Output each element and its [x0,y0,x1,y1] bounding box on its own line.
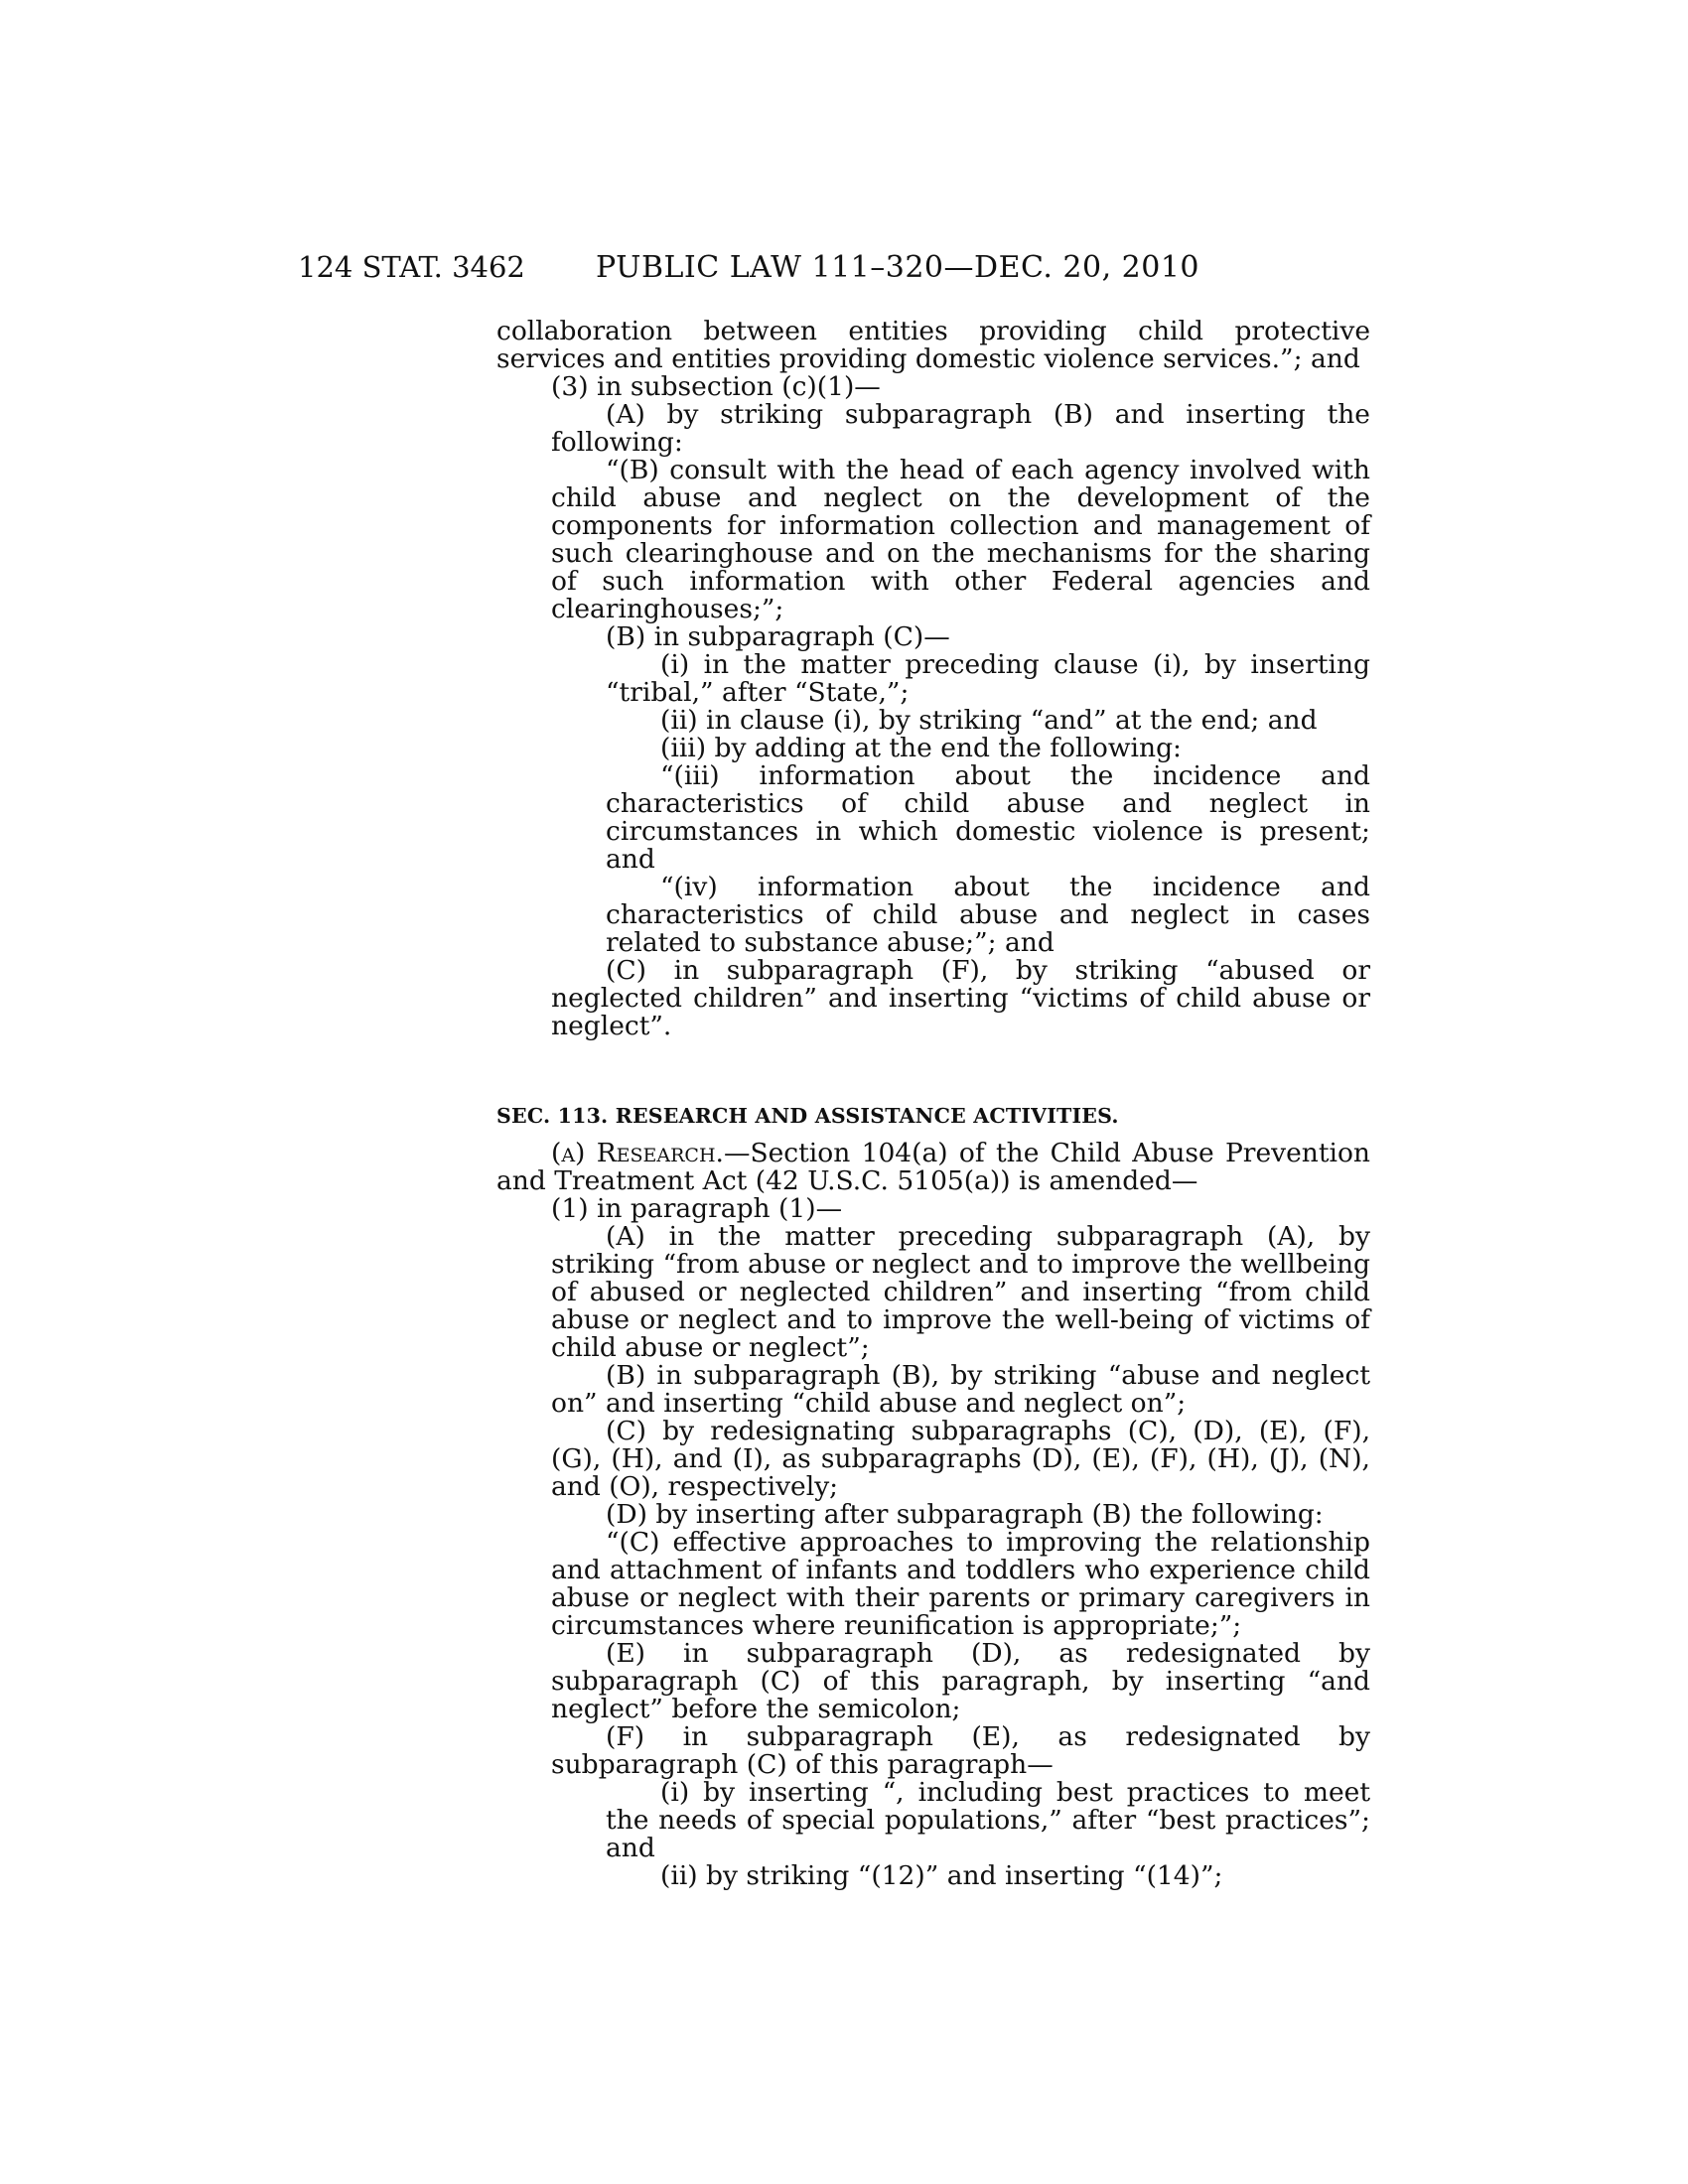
public-law-citation: PUBLIC LAW 111–320—DEC. 20, 2010 [596,250,1200,285]
section-113-body [496,1140,1370,1890]
text-line: (B) in subparagraph (C)— [606,621,950,652]
section-113 [496,1104,1370,1134]
statute-page-number: 124 STAT. 3462 [298,250,525,284]
paragraph-a [496,1140,1370,1195]
text-line: (3) in subsection (c)(1)— [551,371,881,402]
text-line: (iii) by adding at the end the following: [660,733,1182,763]
text-line: (D) by inserting after subparagraph (B) the following: [606,1499,1324,1530]
document-body [496,318,1370,1040]
text-line: “(iii) information about the incidence and characteristics of child abuse and neglect in circumstances in which domestic violence is present; and [606,760,1370,875]
page-header [298,250,1291,290]
text-line: (F) in subparagraph (E), as redesignated by subparagraph (C) of this paragraph— [551,1721,1370,1780]
text-line: (i) in the matter preceding clause (i), by inserting “tribal,” after “State,”; [606,649,1370,708]
text-line: (1) in paragraph (1)— [551,1193,843,1224]
text-line: (i) by inserting “, including best practices to meet the needs of special populations,” after “best practices”; and [606,1777,1370,1863]
text-line: “(C) effective approaches to improving the relationship and attachment of infants and toddlers who experience child abuse or neglect with their parents or primary caregivers in circumstances where reunification is appropriate;”; [551,1527,1370,1641]
text-line: “(B) consult with the head of each agency involved with child abuse and neglect on the development of the components for information collection and management of such clearinghouse and on the mechanisms for the sharing of such information with other Federal agencies and clearinghouses;”; [551,455,1370,624]
text-line: collaboration between entities providing child protective services and entities providing domestic violence services.”; and [496,316,1370,374]
text-line: (C) by redesignating subparagraphs (C), (D), (E), (F), (G), (H), and (I), as subparagraphs (D), (E), (F), (H), (J), (N), and (O), respectively; [551,1416,1370,1502]
text-line: (B) in subparagraph (B), by striking “abuse and neglect on” and inserting “child abuse and neglect on”; [551,1360,1370,1419]
text-line: (ii) by striking “(12)” and inserting “(14)”; [660,1860,1223,1891]
section-heading: SEC. 113. RESEARCH AND ASSISTANCE ACTIVITIES. [496,1104,1119,1128]
paragraph-a-text: —Section 104(a) of the Child Abuse Prevention and Treatment Act (42 U.S.C. 5105(a)) is amended— [496,1138,1371,1196]
text-line: (C) in subparagraph (F), by striking “abused or neglected children” and inserting “victims of child abuse or neglect”. [551,955,1370,1041]
paragraph-a-label: (a) Research. [551,1138,724,1168]
text-line: (A) in the matter preceding subparagraph (A), by striking “from abuse or neglect and to improve the wellbeing of abused or neglected children” and inserting “from child abuse or neglect and to improve the well-being of victims of child abuse or neglect”; [551,1221,1370,1363]
text-line: (ii) in clause (i), by striking “and” at the end; and [660,705,1318,736]
text-line: (A) by striking subparagraph (B) and inserting the following: [551,399,1370,458]
text-line: “(iv) information about the incidence and characteristics of child abuse and neglect in cases related to substance abuse;”; and [606,872,1370,958]
text-line: (E) in subparagraph (D), as redesignated by subparagraph (C) of this paragraph, by inserting “and neglect” before the semicolon; [551,1638,1370,1724]
